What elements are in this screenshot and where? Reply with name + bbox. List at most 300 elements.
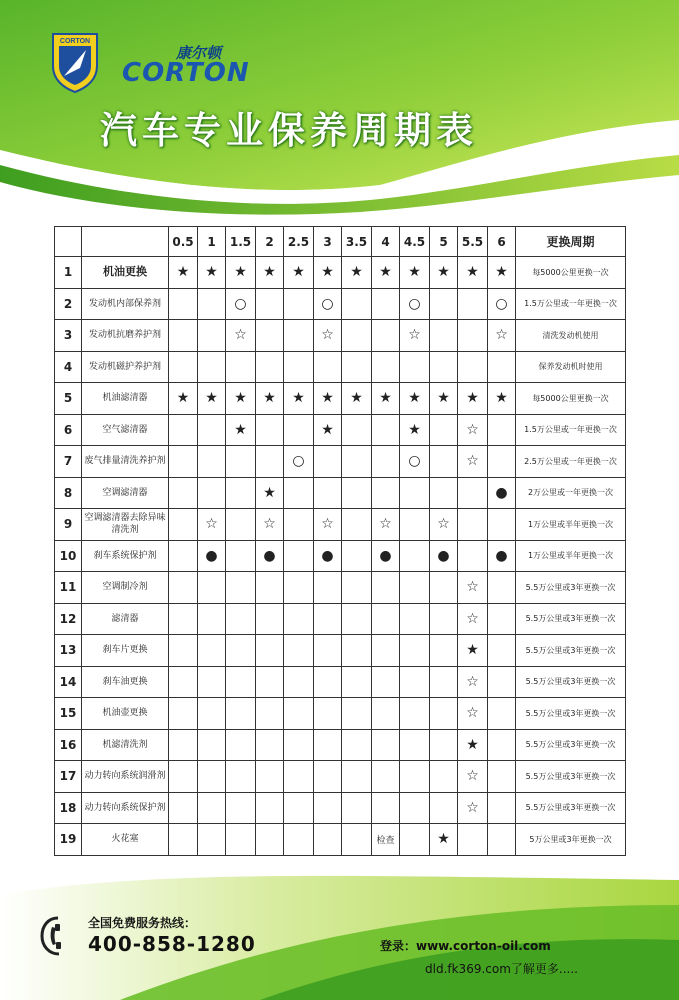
schedule-mark	[372, 320, 400, 352]
column-header: 4.5	[400, 227, 430, 257]
schedule-mark	[284, 761, 314, 793]
schedule-mark	[314, 635, 342, 667]
column-header: 1	[198, 227, 226, 257]
schedule-mark: ☆	[400, 320, 430, 352]
schedule-mark: ○	[400, 288, 430, 320]
schedule-mark: ☆	[488, 320, 516, 352]
item-name: 滤清器	[82, 603, 169, 635]
schedule-mark	[372, 351, 400, 383]
schedule-mark	[400, 824, 430, 856]
schedule-mark: ●	[488, 540, 516, 572]
schedule-mark	[169, 351, 198, 383]
schedule-mark	[488, 729, 516, 761]
website-link[interactable]: 登录：www.corton-oil.com	[380, 939, 551, 953]
item-name: 空调滤清器	[82, 477, 169, 509]
column-header	[82, 227, 169, 257]
schedule-mark: ☆	[458, 792, 488, 824]
item-name: 废气排量清洗养护剂	[82, 446, 169, 478]
schedule-mark	[198, 572, 226, 604]
schedule-mark	[169, 729, 198, 761]
schedule-mark: ☆	[458, 666, 488, 698]
schedule-mark	[400, 509, 430, 541]
schedule-mark	[430, 761, 458, 793]
row-number: 5	[55, 383, 82, 415]
schedule-mark	[256, 729, 284, 761]
schedule-mark	[458, 288, 488, 320]
item-name: 机油滤清器	[82, 383, 169, 415]
schedule-mark	[342, 761, 372, 793]
schedule-mark	[400, 698, 430, 730]
schedule-mark	[169, 446, 198, 478]
schedule-mark: ☆	[226, 320, 256, 352]
schedule-mark	[314, 603, 342, 635]
schedule-mark	[169, 603, 198, 635]
schedule-mark: ★	[256, 257, 284, 289]
item-name: 刹车系统保护剂	[82, 540, 169, 572]
schedule-mark	[342, 540, 372, 572]
schedule-mark	[488, 572, 516, 604]
schedule-mark	[226, 792, 256, 824]
schedule-mark	[284, 572, 314, 604]
schedule-mark	[314, 729, 342, 761]
schedule-mark	[342, 698, 372, 730]
schedule-mark: ●	[198, 540, 226, 572]
schedule-mark: ☆	[458, 698, 488, 730]
column-header: 3.5	[342, 227, 372, 257]
schedule-mark	[169, 792, 198, 824]
schedule-mark	[430, 666, 458, 698]
schedule-mark	[256, 603, 284, 635]
schedule-mark	[430, 288, 458, 320]
schedule-mark	[458, 351, 488, 383]
schedule-mark	[198, 666, 226, 698]
schedule-mark: ☆	[314, 320, 342, 352]
table-row	[55, 729, 626, 761]
schedule-mark	[284, 477, 314, 509]
schedule-mark	[226, 603, 256, 635]
replacement-cycle: 5.5万公里或3年更换一次	[516, 761, 626, 793]
schedule-mark	[430, 446, 458, 478]
schedule-mark: ○	[226, 288, 256, 320]
schedule-mark: ☆	[430, 509, 458, 541]
schedule-mark: ★	[430, 824, 458, 856]
schedule-mark	[342, 729, 372, 761]
table-row	[55, 824, 626, 856]
schedule-mark	[430, 792, 458, 824]
schedule-mark: ☆	[256, 509, 284, 541]
schedule-mark	[169, 509, 198, 541]
schedule-mark	[458, 824, 488, 856]
schedule-mark: ★	[458, 383, 488, 415]
schedule-mark	[372, 572, 400, 604]
schedule-mark	[284, 351, 314, 383]
table-row	[55, 351, 626, 383]
schedule-mark: ★	[198, 257, 226, 289]
schedule-mark	[284, 540, 314, 572]
schedule-mark: ●	[314, 540, 342, 572]
page-title: 汽车专业保养周期表	[100, 109, 478, 152]
schedule-mark: ☆	[372, 509, 400, 541]
schedule-mark: ★	[226, 414, 256, 446]
row-number: 15	[55, 698, 82, 730]
column-header: 1.5	[226, 227, 256, 257]
schedule-mark: ☆	[458, 572, 488, 604]
schedule-mark	[488, 824, 516, 856]
row-number: 10	[55, 540, 82, 572]
schedule-mark	[488, 666, 516, 698]
schedule-mark	[342, 666, 372, 698]
schedule-mark: ☆	[458, 414, 488, 446]
column-header	[55, 227, 82, 257]
schedule-mark	[226, 540, 256, 572]
schedule-mark	[400, 635, 430, 667]
schedule-mark: ☆	[198, 509, 226, 541]
schedule-mark	[284, 635, 314, 667]
schedule-mark: ★	[226, 257, 256, 289]
table-row	[55, 509, 626, 541]
schedule-mark: ★	[284, 257, 314, 289]
schedule-mark	[226, 698, 256, 730]
row-number: 13	[55, 635, 82, 667]
schedule-mark	[372, 446, 400, 478]
schedule-mark: ★	[458, 635, 488, 667]
schedule-mark	[169, 572, 198, 604]
schedule-mark: ●	[256, 540, 284, 572]
schedule-mark	[284, 320, 314, 352]
schedule-mark	[342, 288, 372, 320]
schedule-mark	[488, 635, 516, 667]
replacement-cycle: 1.5万公里或一年更换一次	[516, 288, 626, 320]
schedule-mark	[256, 635, 284, 667]
more-info-link[interactable]: dld.fk369.com了解更多.....	[425, 962, 578, 976]
schedule-mark	[314, 572, 342, 604]
schedule-mark: ★	[342, 383, 372, 415]
schedule-mark	[198, 603, 226, 635]
row-number: 17	[55, 761, 82, 793]
table-row	[55, 383, 626, 415]
item-name: 机油更换	[82, 257, 169, 289]
schedule-mark	[342, 635, 372, 667]
schedule-mark	[169, 414, 198, 446]
item-name: 动力转向系统润滑剂	[82, 761, 169, 793]
schedule-mark	[430, 572, 458, 604]
schedule-mark	[400, 572, 430, 604]
item-name: 机油壶更换	[82, 698, 169, 730]
table-row	[55, 792, 626, 824]
schedule-mark	[169, 320, 198, 352]
schedule-mark	[284, 509, 314, 541]
schedule-mark	[458, 509, 488, 541]
schedule-mark: ○	[314, 288, 342, 320]
column-header: 4	[372, 227, 400, 257]
schedule-mark	[226, 729, 256, 761]
schedule-mark	[372, 729, 400, 761]
row-number: 2	[55, 288, 82, 320]
replacement-cycle: 5.5万公里或3年更换一次	[516, 729, 626, 761]
schedule-mark	[488, 351, 516, 383]
schedule-mark: ★	[169, 383, 198, 415]
replacement-cycle: 5.5万公里或3年更换一次	[516, 698, 626, 730]
schedule-mark	[198, 824, 226, 856]
schedule-mark	[372, 288, 400, 320]
schedule-mark	[169, 635, 198, 667]
schedule-mark	[400, 477, 430, 509]
schedule-mark: ★	[372, 383, 400, 415]
schedule-mark: ★	[226, 383, 256, 415]
schedule-mark	[284, 792, 314, 824]
table-row	[55, 572, 626, 604]
schedule-mark	[256, 414, 284, 446]
schedule-mark	[284, 666, 314, 698]
schedule-mark	[256, 572, 284, 604]
schedule-mark	[342, 603, 372, 635]
schedule-mark: ★	[314, 383, 342, 415]
schedule-mark: ★	[488, 383, 516, 415]
schedule-mark	[314, 761, 342, 793]
schedule-mark: ☆	[314, 509, 342, 541]
schedule-mark	[256, 792, 284, 824]
replacement-cycle: 5.5万公里或3年更换一次	[516, 635, 626, 667]
item-name: 发动机内部保养剂	[82, 288, 169, 320]
table-row	[55, 446, 626, 478]
maintenance-schedule-table	[54, 226, 626, 856]
schedule-mark: ★	[342, 257, 372, 289]
corton-shield-logo	[50, 30, 100, 94]
schedule-mark: ○	[400, 446, 430, 478]
replacement-cycle: 1.5万公里或一年更换一次	[516, 414, 626, 446]
replacement-cycle: 每5000公里更换一次	[516, 383, 626, 415]
row-number: 18	[55, 792, 82, 824]
schedule-mark	[314, 666, 342, 698]
schedule-mark	[198, 414, 226, 446]
schedule-mark	[342, 477, 372, 509]
replacement-cycle: 1万公里或半年更换一次	[516, 509, 626, 541]
column-header: 更换周期	[516, 227, 626, 257]
replacement-cycle: 5.5万公里或3年更换一次	[516, 792, 626, 824]
item-name: 刹车片更换	[82, 635, 169, 667]
schedule-mark	[256, 824, 284, 856]
schedule-mark	[372, 414, 400, 446]
schedule-mark	[314, 477, 342, 509]
column-header: 5	[430, 227, 458, 257]
schedule-mark	[458, 477, 488, 509]
schedule-mark	[488, 603, 516, 635]
item-name: 空气滤清器	[82, 414, 169, 446]
schedule-mark	[314, 351, 342, 383]
item-name: 发动机抗磨养护剂	[82, 320, 169, 352]
brand-name-en: CORTON	[122, 58, 250, 88]
schedule-mark	[198, 351, 226, 383]
schedule-mark: ★	[314, 414, 342, 446]
shield-text: CORTON	[59, 38, 91, 45]
schedule-mark	[342, 572, 372, 604]
column-header: 5.5	[458, 227, 488, 257]
schedule-mark	[226, 509, 256, 541]
schedule-mark	[488, 446, 516, 478]
table-row	[55, 414, 626, 446]
schedule-mark: ○	[488, 288, 516, 320]
schedule-mark	[314, 792, 342, 824]
schedule-mark	[400, 792, 430, 824]
schedule-mark: ★	[458, 257, 488, 289]
schedule-mark: ●	[430, 540, 458, 572]
table-row	[55, 257, 626, 289]
column-header: 2.5	[284, 227, 314, 257]
schedule-mark	[342, 320, 372, 352]
schedule-mark	[169, 824, 198, 856]
schedule-mark	[400, 666, 430, 698]
schedule-mark	[314, 698, 342, 730]
schedule-mark: ☆	[458, 603, 488, 635]
item-name: 发动机磁护养护剂	[82, 351, 169, 383]
schedule-mark	[430, 635, 458, 667]
schedule-mark	[169, 698, 198, 730]
table-row	[55, 635, 626, 667]
row-number: 19	[55, 824, 82, 856]
replacement-cycle: 清洗发动机使用	[516, 320, 626, 352]
table-row	[55, 288, 626, 320]
schedule-mark	[488, 792, 516, 824]
row-number: 14	[55, 666, 82, 698]
row-number: 7	[55, 446, 82, 478]
schedule-mark	[400, 540, 430, 572]
schedule-mark: ★	[169, 257, 198, 289]
schedule-mark	[226, 666, 256, 698]
row-number: 4	[55, 351, 82, 383]
table-row	[55, 603, 626, 635]
schedule-mark	[284, 603, 314, 635]
schedule-mark	[342, 792, 372, 824]
schedule-mark	[342, 509, 372, 541]
schedule-mark	[226, 572, 256, 604]
schedule-mark	[488, 698, 516, 730]
row-number: 6	[55, 414, 82, 446]
schedule-mark	[430, 698, 458, 730]
schedule-mark: ★	[198, 383, 226, 415]
schedule-mark	[256, 288, 284, 320]
schedule-mark	[430, 477, 458, 509]
hotline-phone: 400-858-1280	[88, 932, 256, 956]
schedule-mark	[198, 761, 226, 793]
column-header: 3	[314, 227, 342, 257]
schedule-mark: ★	[400, 257, 430, 289]
schedule-mark	[372, 635, 400, 667]
schedule-mark	[458, 540, 488, 572]
schedule-mark	[430, 603, 458, 635]
schedule-mark: ★	[488, 257, 516, 289]
schedule-mark	[256, 698, 284, 730]
schedule-mark	[198, 320, 226, 352]
schedule-mark	[400, 603, 430, 635]
schedule-mark	[226, 635, 256, 667]
schedule-mark: ★	[372, 257, 400, 289]
schedule-mark	[400, 761, 430, 793]
schedule-mark	[284, 729, 314, 761]
schedule-mark	[198, 477, 226, 509]
schedule-mark	[488, 761, 516, 793]
table-header-row	[55, 227, 626, 257]
replacement-cycle: 5万公里或3年更换一次	[516, 824, 626, 856]
schedule-mark	[342, 446, 372, 478]
item-name: 火花塞	[82, 824, 169, 856]
schedule-mark	[430, 414, 458, 446]
schedule-mark	[284, 824, 314, 856]
row-number: 9	[55, 509, 82, 541]
schedule-mark	[256, 761, 284, 793]
row-number: 3	[55, 320, 82, 352]
row-number: 8	[55, 477, 82, 509]
schedule-mark	[169, 540, 198, 572]
schedule-mark	[430, 320, 458, 352]
schedule-mark	[314, 824, 342, 856]
schedule-mark	[488, 414, 516, 446]
schedule-mark: ★	[430, 257, 458, 289]
schedule-mark	[226, 446, 256, 478]
replacement-cycle: 1万公里或半年更换一次	[516, 540, 626, 572]
schedule-mark	[198, 635, 226, 667]
schedule-mark	[372, 603, 400, 635]
replacement-cycle: 2.5万公里或一年更换一次	[516, 446, 626, 478]
item-name: 空调制冷剂	[82, 572, 169, 604]
schedule-mark: ★	[284, 383, 314, 415]
schedule-mark	[226, 824, 256, 856]
column-header: 0.5	[169, 227, 198, 257]
table-row	[55, 320, 626, 352]
schedule-mark	[198, 446, 226, 478]
schedule-mark	[284, 288, 314, 320]
schedule-mark	[198, 698, 226, 730]
replacement-cycle: 5.5万公里或3年更换一次	[516, 603, 626, 635]
schedule-mark	[256, 351, 284, 383]
item-name: 机滤清洗剂	[82, 729, 169, 761]
phone-icon	[38, 915, 80, 957]
table-row	[55, 761, 626, 793]
hotline-label: 全国免费服务热线：	[88, 916, 197, 930]
schedule-mark	[226, 761, 256, 793]
schedule-mark	[169, 761, 198, 793]
schedule-mark	[284, 414, 314, 446]
schedule-mark	[372, 761, 400, 793]
schedule-mark	[256, 320, 284, 352]
schedule-mark	[342, 414, 372, 446]
schedule-mark: ●	[372, 540, 400, 572]
schedule-mark	[198, 729, 226, 761]
schedule-mark: ●	[488, 477, 516, 509]
item-name: 刹车油更换	[82, 666, 169, 698]
schedule-mark: ★	[430, 383, 458, 415]
item-name: 空调滤清器去除异味清洗剂	[82, 509, 169, 541]
schedule-mark: ★	[400, 414, 430, 446]
row-number: 12	[55, 603, 82, 635]
brand-name-cn: 康尔顿	[176, 44, 222, 62]
schedule-mark	[169, 477, 198, 509]
schedule-mark	[372, 698, 400, 730]
replacement-cycle: 每5000公里更换一次	[516, 257, 626, 289]
column-header: 6	[488, 227, 516, 257]
schedule-mark	[400, 729, 430, 761]
schedule-mark	[400, 351, 430, 383]
schedule-mark: ★	[256, 477, 284, 509]
schedule-mark	[226, 477, 256, 509]
item-name: 动力转向系统保护剂	[82, 792, 169, 824]
column-header: 2	[256, 227, 284, 257]
schedule-mark	[488, 509, 516, 541]
row-number: 11	[55, 572, 82, 604]
schedule-mark	[342, 824, 372, 856]
schedule-mark	[372, 477, 400, 509]
schedule-mark	[430, 351, 458, 383]
schedule-mark	[372, 666, 400, 698]
